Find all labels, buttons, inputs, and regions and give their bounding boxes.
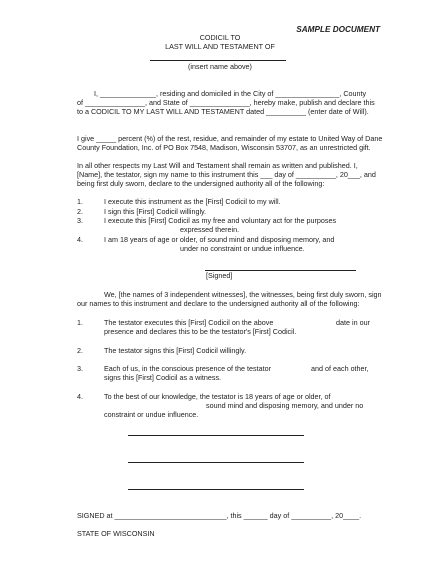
witness-item-3-text-right: and of each other,	[311, 364, 369, 373]
witness-item-3-text: Each of us, in the conscious presence of the testator	[104, 364, 272, 373]
witness-signature-line-1	[128, 435, 304, 436]
signed-at-line: SIGNED at ____________________________, this ______ day of __________, 20____.	[77, 511, 362, 520]
witness-item-4-text-cont-2: constraint or undue influence.	[104, 410, 199, 419]
intro-line-3: to a CODICIL TO MY LAST WILL AND TESTAMENT dated __________ (enter date of Will).	[77, 107, 369, 116]
witness-signature-line-2	[128, 462, 304, 463]
testator-item-3-text-cont: expressed therein.	[180, 225, 240, 234]
testator-item-3-number: 3.	[77, 216, 83, 225]
testator-item-2-text: I sign this [First] Codicil willingly.	[104, 207, 207, 216]
witness-item-2-number: 2.	[77, 346, 83, 355]
witness-intro-line-1: We, [the names of 3 independent witnesses], the witnesses, being first duly sworn, sign	[104, 290, 382, 299]
witness-item-3-text-cont: signs this [First] Codicil as a witness.	[104, 373, 222, 382]
intro-line-1: I, ______________, residing and domiciled in the City of ________________, County	[94, 89, 367, 98]
testator-item-3-text: I execute this [First] Codicil as my free and voluntary act for the purposes	[104, 216, 337, 225]
witness-item-1-text-right: date in our	[336, 318, 370, 327]
testator-item-4-text-cont: under no constraint or undue influence.	[180, 244, 305, 253]
witness-item-4-text-cont: sound mind and disposing memory, and under no	[206, 401, 364, 410]
name-line	[150, 60, 286, 61]
witness-item-4-number: 4.	[77, 392, 83, 401]
witness-intro-line-2: our names to this instrument and declare to the undersigned authority all of the following:	[77, 299, 360, 308]
signed-label: [Signed]	[206, 271, 233, 280]
gift-line-2: County Foundation, Inc. of PO Box 7548, Madison, Wisconsin 53707, as an unrestricted gift.	[77, 143, 371, 152]
respects-line-3: being first duly sworn, declare to the undersigned authority all of the following:	[77, 179, 325, 188]
witness-item-4-text: To the best of our knowledge, the testator is 18 years of age or older, of	[104, 392, 331, 401]
testator-item-2-number: 2.	[77, 207, 83, 216]
title-last-will: LAST WILL AND TESTAMENT OF	[165, 42, 275, 51]
witness-item-1-number: 1.	[77, 318, 83, 327]
respects-line-1: In all other respects my Last Will and Testament shall remain as written and published. I,	[77, 161, 358, 170]
testator-item-1-number: 1.	[77, 197, 83, 206]
sample-document-label: SAMPLE DOCUMENT	[296, 25, 380, 34]
state-label: STATE OF WISCONSIN	[77, 529, 155, 538]
title-codicil-to: CODICIL TO	[199, 33, 241, 42]
witness-item-3-number: 3.	[77, 364, 83, 373]
witness-item-1-text: The testator executes this [First] Codicil on the above	[104, 318, 274, 327]
gift-line-1: I give _____ percent (%) of the rest, residue, and remainder of my estate to United Way of Dane	[77, 134, 383, 143]
respects-line-2: [Name], the testator, sign my name to this instrument this ___ day of __________, 20___, and	[77, 170, 376, 179]
witness-signature-line-3	[128, 489, 304, 490]
intro-line-2: of _______________, and State of _______________, hereby make, publish and declare this	[77, 98, 375, 107]
witness-item-2-text: The testator signs this [First] Codicil willingly.	[104, 346, 247, 355]
testator-item-4-number: 4.	[77, 235, 83, 244]
witness-item-1-text-cont: presence and declares this to be the testator's [First] Codicil.	[104, 327, 297, 336]
testator-item-4-text: I am 18 years of age or older, of sound mind and disposing memory, and	[104, 235, 335, 244]
insert-name-hint: (insert name above)	[188, 62, 252, 71]
testator-item-1-text: I execute this instrument as the [First] Codicil to my will.	[104, 197, 281, 206]
